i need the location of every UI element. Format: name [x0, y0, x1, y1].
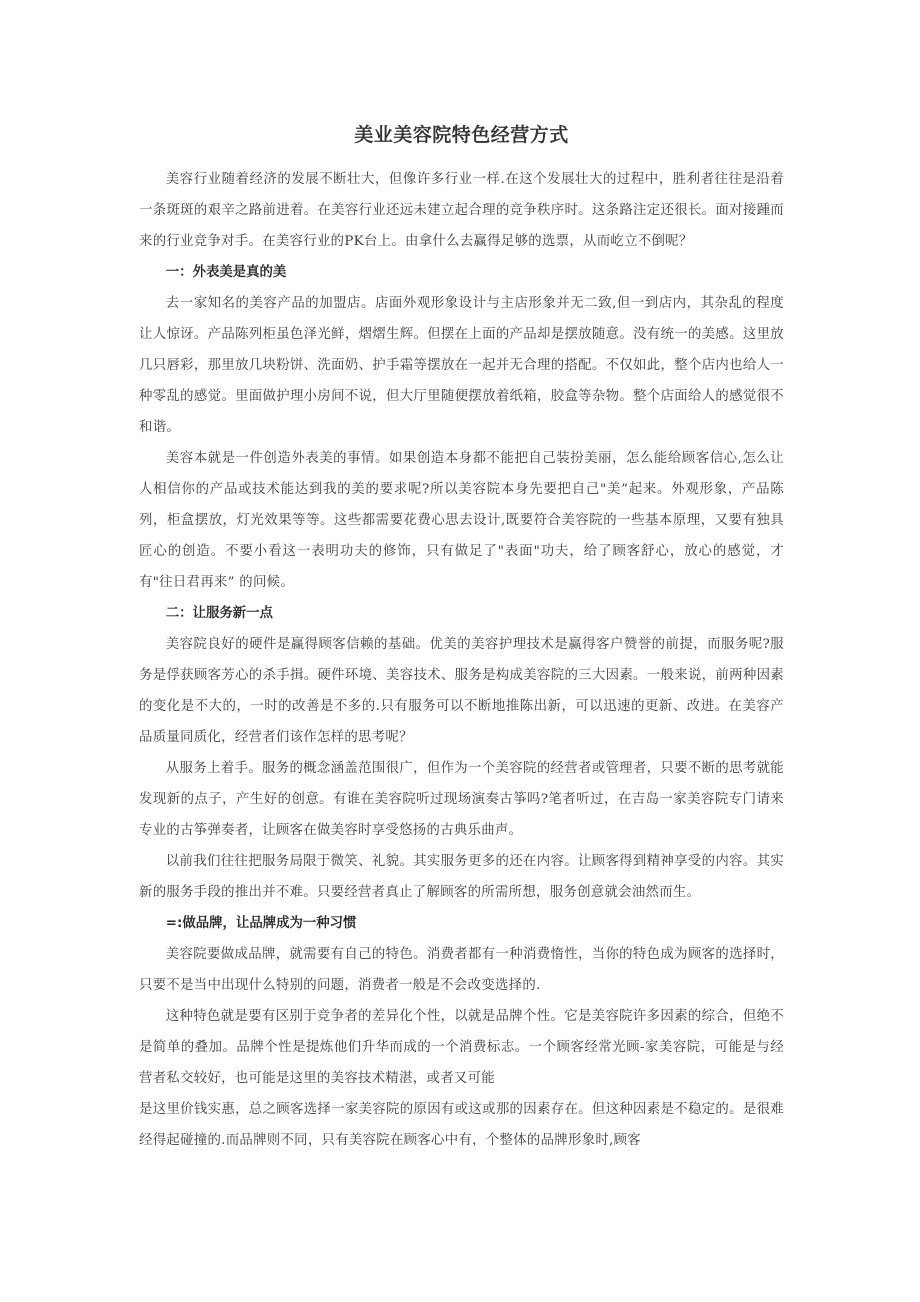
section-heading-1: 一：外表美是真的美: [165, 265, 287, 280]
section2-paragraph-3: 以前我们往往把服务局限于微笑、礼貌。其实服务更多的还在内容。让顾客得到精神享受的内容。其实新的服务手段的推出并不难。只要经营者真止了解顾客的所需所想，服务创意就会油然而生。: [139, 854, 784, 900]
section3-paragraph-3: 是这里价钱实惠，总之顾客选择一家美容院的原因有或这或那的因素存在。但这种因素是不稳定的。是很难经得起碰撞的.而品牌则不同，只有美容院在顾客心中有，个整体的品牌形象时,顾客: [139, 1102, 784, 1148]
section3-paragraph-1: 美容院要做成品牌，就需要有自己的特色。消费者都有一种消费惰性，当你的特色成为顾客的选择时，只要不是当中出现什么特别的问题，消费者一般是不会改变选择的.: [139, 947, 784, 993]
section2-paragraph-2: 从服务上着手。服务的概念涵盖范围很广，但作为一个美容院的经营者或管理者，只要不断的思考就能发现新的点子，产生好的创意。有谁在美容院听过现场演奏古筝吗?笔者听过，在吉岛一家美容院专门请来专业的古筝弹奏者，让顾客在做美容时享受悠扬的古典乐曲声。: [139, 761, 784, 838]
document-title: 美业美容院特色经营方式: [354, 124, 569, 146]
intro-paragraph: 美容行业随着经济的发展不断壮大，但像许多行业一样.在这个发展壮大的过程中，胜利者往往是沿着一条斑斑的艰辛之路前进着。在美容行业还远未建立起合理的竞争秩序时。这条路注定还很长。面对接踵而来的行业竞争对手。在美容行业的PK台上。由拿什么去赢得足够的选票，从而屹立不倒呢？: [139, 172, 784, 249]
document-page: [139, 120, 784, 1156]
section-heading-2: 二：让服务新一点: [165, 606, 273, 621]
section3-paragraph-2: 这种特色就是要有区别于竞争者的差异化个性，以就是品牌个性。它是美容院许多因素的综合，但绝不是简单的叠加。品牌个性是提炼他们升华而成的一个消费标志。一个顾客经常光顾-家美容院，可能是与经营者私交较好，也可能是这里的美容技术精湛，或者又可能: [139, 1009, 784, 1086]
section-heading-3: =:做品牌，让品牌成为一种习惯: [165, 916, 357, 931]
section1-paragraph-2: 美容本就是一件创造外表美的事情。如果创造本身都不能把自己装扮美丽，怎么能给顾客信心,怎么让人相信你的产品或技术能达到我的美的要求呢?所以美容院本身先要把自己"美”起来。外观形象，产品陈列，柜盒摆放，灯光效果等等。这些都需要花费心思去设计,既要符合美容院的一些基本原理，又要有独具匠心的创造。不要小看这一表明功夫的修饰，只有做足了"表面"功夫，给了顾客舒心，放心的感觉，才有"往日君再来” 的问候。: [139, 451, 784, 590]
section1-paragraph-1: 去一家知名的美容产品的加盟店。店面外观形象设计与主店形象并无二致,但一到店内，其杂乱的程度让人惊讶。产品陈列柜虽色泽光鲜，熠熠生辉。但摆在上面的产品却是摆放随意。没有统一的美感。这里放几只唇彩，那里放几块粉饼、洗面奶、护手霜等摆放在一起并无合理的搭配。不仅如此，整个店内也给人一种零乱的感觉。里面做护理小房间不说，但大厅里随便摆放着纸箱，胶盒等杂物。整个店面给人的感觉很不和谐。: [139, 296, 784, 435]
section2-paragraph-1: 美容院良好的硬件是赢得顾客信赖的基础。优美的美容护理技术是赢得客户赞誉的前提，而服务呢?服务是俘获顾客芳心的杀手揖。硬件环境、美容技术、服务是构成美容院的三大因素。一般来说，前两种因素的变化是不大的，一时的改善是不多的.只有服务可以不断地推陈出新，可以迅速的更新、改进。在美容产品质量同质化，经营者们该作怎样的思考呢？: [139, 637, 784, 745]
